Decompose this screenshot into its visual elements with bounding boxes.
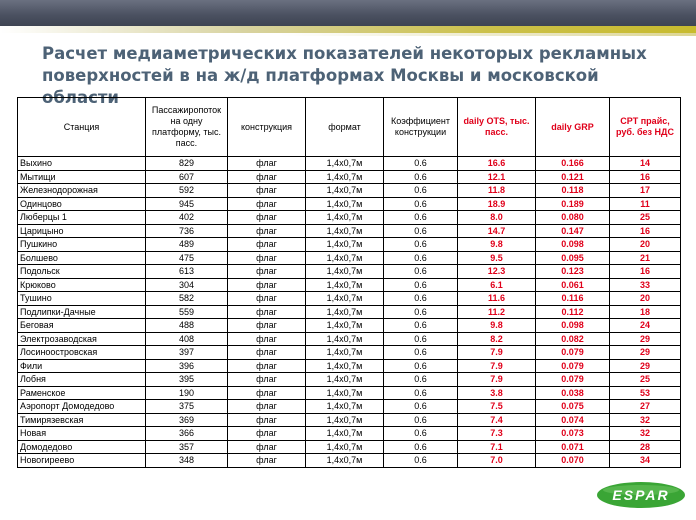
cell-format: 1,4x0,7м (306, 224, 384, 238)
cell-station: Лосиноостровская (18, 346, 146, 360)
cell-construction: флаг (228, 427, 306, 441)
cell-coef: 0.6 (384, 305, 458, 319)
cell-coef: 0.6 (384, 157, 458, 171)
cell-cpt: 16 (610, 170, 681, 184)
cell-cpt: 29 (610, 346, 681, 360)
header-accent-stripe-light (0, 33, 696, 36)
cell-station: Тушино (18, 292, 146, 306)
cell-ots: 3.8 (458, 386, 536, 400)
cell-grp: 0.147 (536, 224, 610, 238)
cell-passengers: 736 (146, 224, 228, 238)
cell-coef: 0.6 (384, 224, 458, 238)
table-row (18, 359, 681, 373)
cell-grp: 0.095 (536, 251, 610, 265)
cell-passengers: 395 (146, 373, 228, 387)
header-band (0, 0, 696, 26)
cell-format: 1,4x0,7м (306, 170, 384, 184)
cell-ots: 7.4 (458, 413, 536, 427)
cell-ots: 8.0 (458, 211, 536, 225)
cell-cpt: 25 (610, 211, 681, 225)
cell-coef: 0.6 (384, 184, 458, 198)
cell-passengers: 366 (146, 427, 228, 441)
cell-grp: 0.098 (536, 238, 610, 252)
table-row (18, 251, 681, 265)
table-row (18, 386, 681, 400)
cell-ots: 9.8 (458, 238, 536, 252)
title-line-1: Расчет медиаметрических показателей некоторых рекламных (42, 44, 647, 63)
cell-grp: 0.116 (536, 292, 610, 306)
cell-construction: флаг (228, 170, 306, 184)
cell-ots: 9.8 (458, 319, 536, 333)
cell-construction: флаг (228, 359, 306, 373)
cell-station: Подольск (18, 265, 146, 279)
col-header-grp: daily GRP (536, 98, 610, 157)
cell-cpt: 11 (610, 197, 681, 211)
cell-format: 1,4x0,7м (306, 238, 384, 252)
cell-format: 1,4x0,7м (306, 197, 384, 211)
cell-cpt: 16 (610, 224, 681, 238)
cell-grp: 0.080 (536, 211, 610, 225)
cell-grp: 0.166 (536, 157, 610, 171)
cell-coef: 0.6 (384, 251, 458, 265)
cell-coef: 0.6 (384, 292, 458, 306)
cell-passengers: 489 (146, 238, 228, 252)
cell-coef: 0.6 (384, 170, 458, 184)
cell-passengers: 559 (146, 305, 228, 319)
cell-cpt: 32 (610, 413, 681, 427)
cell-grp: 0.073 (536, 427, 610, 441)
header-accent-stripe (0, 26, 696, 33)
cell-ots: 16.6 (458, 157, 536, 171)
cell-cpt: 29 (610, 359, 681, 373)
cell-ots: 14.7 (458, 224, 536, 238)
cell-grp: 0.074 (536, 413, 610, 427)
cell-station: Подлипки-Дачные (18, 305, 146, 319)
cell-format: 1,4x0,7м (306, 427, 384, 441)
cell-passengers: 607 (146, 170, 228, 184)
cell-station: Тимирязевская (18, 413, 146, 427)
cell-format: 1,4x0,7м (306, 454, 384, 468)
table-header-row (18, 98, 681, 157)
cell-passengers: 945 (146, 197, 228, 211)
cell-grp: 0.079 (536, 359, 610, 373)
cell-format: 1,4x0,7м (306, 319, 384, 333)
cell-ots: 7.9 (458, 346, 536, 360)
cell-passengers: 396 (146, 359, 228, 373)
cell-ots: 11.8 (458, 184, 536, 198)
cell-station: Новогиреево (18, 454, 146, 468)
cell-format: 1,4x0,7м (306, 332, 384, 346)
table-row (18, 292, 681, 306)
cell-ots: 12.1 (458, 170, 536, 184)
cell-grp: 0.079 (536, 346, 610, 360)
cell-coef: 0.6 (384, 413, 458, 427)
cell-format: 1,4x0,7м (306, 278, 384, 292)
cell-ots: 7.3 (458, 427, 536, 441)
cell-construction: флаг (228, 157, 306, 171)
logo-text: ESPAR (612, 487, 670, 503)
cell-cpt: 25 (610, 373, 681, 387)
cell-construction: флаг (228, 238, 306, 252)
cell-construction: флаг (228, 319, 306, 333)
cell-coef: 0.6 (384, 278, 458, 292)
col-header-format: формат (306, 98, 384, 157)
table-row (18, 400, 681, 414)
cell-construction: флаг (228, 278, 306, 292)
cell-construction: флаг (228, 265, 306, 279)
title-line-2: поверхностей в на ж/д платформах Москвы и московской области (42, 66, 599, 107)
cell-passengers: 304 (146, 278, 228, 292)
cell-construction: флаг (228, 332, 306, 346)
cell-cpt: 33 (610, 278, 681, 292)
table-row (18, 332, 681, 346)
cell-ots: 6.1 (458, 278, 536, 292)
cell-ots: 11.6 (458, 292, 536, 306)
cell-passengers: 397 (146, 346, 228, 360)
cell-grp: 0.070 (536, 454, 610, 468)
table-row (18, 319, 681, 333)
cell-cpt: 53 (610, 386, 681, 400)
table-row (18, 238, 681, 252)
cell-station: Люберцы 1 (18, 211, 146, 225)
cell-format: 1,4x0,7м (306, 211, 384, 225)
cell-format: 1,4x0,7м (306, 346, 384, 360)
cell-construction: флаг (228, 211, 306, 225)
col-header-station: Станция (18, 98, 146, 157)
table-row (18, 224, 681, 238)
espar-logo (596, 480, 686, 510)
cell-cpt: 21 (610, 251, 681, 265)
cell-ots: 7.1 (458, 440, 536, 454)
cell-format: 1,4x0,7м (306, 305, 384, 319)
cell-grp: 0.112 (536, 305, 610, 319)
cell-grp: 0.061 (536, 278, 610, 292)
cell-format: 1,4x0,7м (306, 292, 384, 306)
cell-ots: 7.5 (458, 400, 536, 414)
cell-passengers: 488 (146, 319, 228, 333)
table-row (18, 184, 681, 198)
cell-format: 1,4x0,7м (306, 265, 384, 279)
cell-construction: флаг (228, 224, 306, 238)
table-row (18, 346, 681, 360)
cell-construction: флаг (228, 454, 306, 468)
cell-passengers: 369 (146, 413, 228, 427)
cell-construction: флаг (228, 440, 306, 454)
cell-coef: 0.6 (384, 386, 458, 400)
cell-ots: 18.9 (458, 197, 536, 211)
metrics-table (17, 97, 681, 468)
col-header-ots: daily OTS, тыс. пасс. (458, 98, 536, 157)
cell-station: Домодедово (18, 440, 146, 454)
cell-station: Болшево (18, 251, 146, 265)
cell-cpt: 20 (610, 292, 681, 306)
cell-coef: 0.6 (384, 197, 458, 211)
cell-grp: 0.098 (536, 319, 610, 333)
cell-cpt: 17 (610, 184, 681, 198)
cell-ots: 8.2 (458, 332, 536, 346)
cell-ots: 11.2 (458, 305, 536, 319)
cell-grp: 0.189 (536, 197, 610, 211)
cell-coef: 0.6 (384, 265, 458, 279)
cell-format: 1,4x0,7м (306, 157, 384, 171)
cell-station: Новая (18, 427, 146, 441)
cell-station: Одинцово (18, 197, 146, 211)
cell-passengers: 582 (146, 292, 228, 306)
cell-grp: 0.121 (536, 170, 610, 184)
cell-station: Мытищи (18, 170, 146, 184)
cell-coef: 0.6 (384, 373, 458, 387)
cell-construction: флаг (228, 346, 306, 360)
cell-cpt: 32 (610, 427, 681, 441)
cell-station: Лобня (18, 373, 146, 387)
cell-construction: флаг (228, 184, 306, 198)
col-header-coef: Коэффициент конструкции (384, 98, 458, 157)
cell-grp: 0.082 (536, 332, 610, 346)
cell-grp: 0.038 (536, 386, 610, 400)
cell-cpt: 27 (610, 400, 681, 414)
cell-construction: флаг (228, 292, 306, 306)
cell-passengers: 475 (146, 251, 228, 265)
cell-construction: флаг (228, 197, 306, 211)
cell-ots: 7.0 (458, 454, 536, 468)
cell-construction: флаг (228, 373, 306, 387)
cell-station: Беговая (18, 319, 146, 333)
cell-passengers: 375 (146, 400, 228, 414)
cell-grp: 0.079 (536, 373, 610, 387)
cell-format: 1,4x0,7м (306, 413, 384, 427)
cell-format: 1,4x0,7м (306, 184, 384, 198)
table-row (18, 265, 681, 279)
cell-station: Железнодорожная (18, 184, 146, 198)
cell-station: Фили (18, 359, 146, 373)
cell-construction: флаг (228, 413, 306, 427)
cell-grp: 0.118 (536, 184, 610, 198)
cell-cpt: 24 (610, 319, 681, 333)
cell-cpt: 20 (610, 238, 681, 252)
cell-format: 1,4x0,7м (306, 251, 384, 265)
cell-grp: 0.071 (536, 440, 610, 454)
col-header-construction: конструкция (228, 98, 306, 157)
cell-grp: 0.075 (536, 400, 610, 414)
table-row (18, 197, 681, 211)
cell-format: 1,4x0,7м (306, 400, 384, 414)
table-row (18, 278, 681, 292)
cell-coef: 0.6 (384, 238, 458, 252)
cell-station: Крюково (18, 278, 146, 292)
cell-station: Электрозаводская (18, 332, 146, 346)
col-header-cpt: CPT прайс, руб. без НДС (610, 98, 681, 157)
table-row (18, 373, 681, 387)
col-header-passengers: Пассажиропоток на одну платформу, тыс. пасс. (146, 98, 228, 157)
cell-coef: 0.6 (384, 440, 458, 454)
cell-coef: 0.6 (384, 359, 458, 373)
table-row (18, 305, 681, 319)
cell-station: Пушкино (18, 238, 146, 252)
cell-coef: 0.6 (384, 211, 458, 225)
cell-ots: 9.5 (458, 251, 536, 265)
cell-construction: флаг (228, 251, 306, 265)
cell-coef: 0.6 (384, 454, 458, 468)
cell-grp: 0.123 (536, 265, 610, 279)
table-row (18, 413, 681, 427)
cell-passengers: 613 (146, 265, 228, 279)
cell-coef: 0.6 (384, 319, 458, 333)
cell-station: Царицыно (18, 224, 146, 238)
table-row (18, 427, 681, 441)
cell-cpt: 14 (610, 157, 681, 171)
cell-construction: флаг (228, 400, 306, 414)
cell-format: 1,4x0,7м (306, 359, 384, 373)
table-row (18, 440, 681, 454)
cell-cpt: 16 (610, 265, 681, 279)
cell-passengers: 408 (146, 332, 228, 346)
cell-format: 1,4x0,7м (306, 440, 384, 454)
cell-ots: 7.9 (458, 359, 536, 373)
table-row (18, 157, 681, 171)
cell-construction: флаг (228, 305, 306, 319)
cell-passengers: 592 (146, 184, 228, 198)
cell-format: 1,4x0,7м (306, 386, 384, 400)
table-row (18, 170, 681, 184)
cell-coef: 0.6 (384, 427, 458, 441)
cell-coef: 0.6 (384, 346, 458, 360)
cell-coef: 0.6 (384, 400, 458, 414)
cell-coef: 0.6 (384, 332, 458, 346)
cell-ots: 12.3 (458, 265, 536, 279)
cell-cpt: 29 (610, 332, 681, 346)
cell-ots: 7.9 (458, 373, 536, 387)
cell-passengers: 348 (146, 454, 228, 468)
cell-passengers: 190 (146, 386, 228, 400)
cell-format: 1,4x0,7м (306, 373, 384, 387)
table-row (18, 211, 681, 225)
cell-cpt: 28 (610, 440, 681, 454)
cell-passengers: 357 (146, 440, 228, 454)
cell-station: Раменское (18, 386, 146, 400)
cell-station: Аэропорт Домодедово (18, 400, 146, 414)
cell-passengers: 402 (146, 211, 228, 225)
cell-station: Выхино (18, 157, 146, 171)
cell-passengers: 829 (146, 157, 228, 171)
table-row (18, 454, 681, 468)
cell-cpt: 34 (610, 454, 681, 468)
cell-construction: флаг (228, 386, 306, 400)
cell-cpt: 18 (610, 305, 681, 319)
